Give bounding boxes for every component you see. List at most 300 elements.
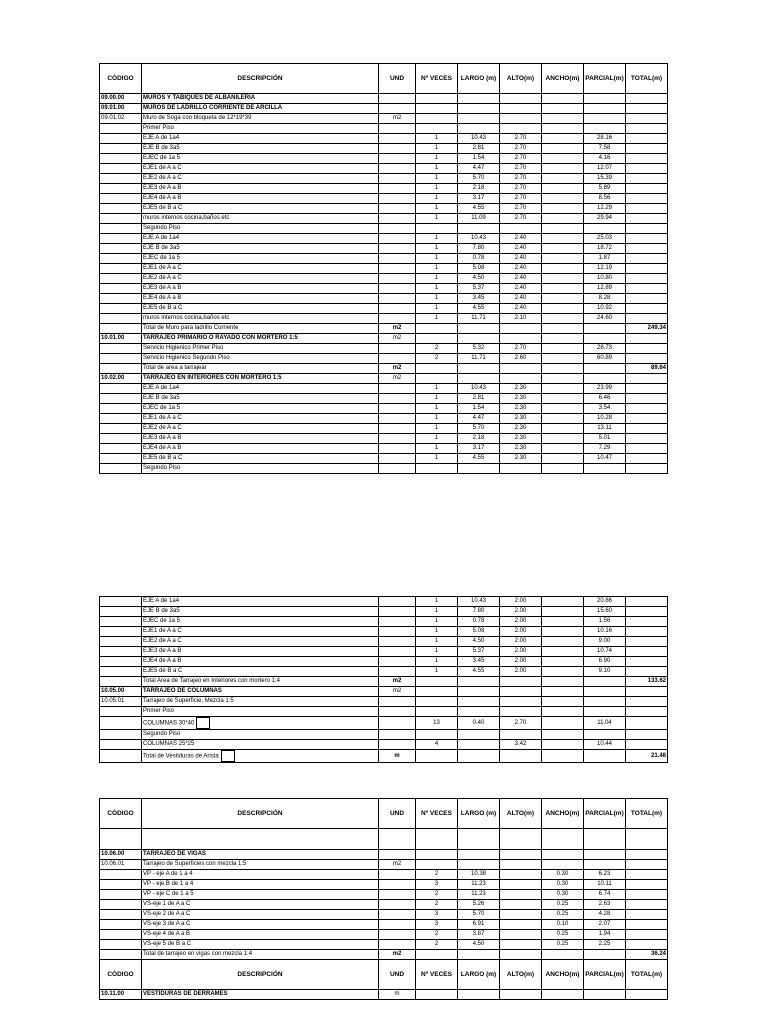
height-text: 2.40	[514, 235, 527, 241]
unit-cell	[379, 464, 416, 474]
header-row	[100, 64, 668, 94]
header-code-cell: CÓDIGO	[100, 799, 142, 829]
length-cell	[458, 647, 500, 657]
partial-text: 7.58	[598, 145, 611, 151]
times-cell	[416, 910, 458, 920]
height-cell	[500, 284, 542, 294]
times-text: 1	[434, 285, 439, 291]
description-text: COLUMNAS 30*40	[143, 720, 195, 727]
height-cell	[500, 234, 542, 244]
length-text: 0.40	[472, 719, 485, 726]
header-times-cell: Nº VECES	[416, 64, 458, 94]
table-row	[100, 224, 668, 234]
code-cell	[100, 424, 142, 434]
times-text: 1	[434, 235, 439, 241]
height-cell	[500, 750, 542, 763]
unit-cell	[379, 597, 416, 607]
partial-text: 25.03	[596, 235, 612, 241]
length-cell	[458, 184, 500, 194]
unit-text: m2	[392, 688, 402, 694]
code-cell	[100, 627, 142, 637]
height-text: 2.70	[514, 345, 527, 351]
partial-cell	[584, 637, 626, 647]
total-cell	[626, 607, 668, 617]
code-cell	[100, 607, 142, 617]
description-text: EJE2 de A a C	[143, 425, 182, 431]
table-row	[100, 740, 668, 750]
unit-cell	[379, 144, 416, 154]
table-row	[100, 687, 668, 697]
code-cell	[100, 374, 142, 384]
times-text: 1	[434, 425, 439, 431]
times-cell	[416, 637, 458, 647]
description-text: MUROS Y TABIQUES DE ALBAÑILERÍA	[143, 95, 256, 101]
width-cell	[542, 284, 584, 294]
height-text: 2.40	[514, 285, 527, 291]
header-description-cell: DESCRIPCIÓN	[142, 64, 379, 94]
times-cell	[416, 124, 458, 134]
partial-cell	[584, 194, 626, 204]
partial-cell	[584, 354, 626, 364]
partial-text: 12.89	[596, 285, 612, 291]
length-text: 4.55	[472, 205, 485, 211]
times-text: 1	[434, 598, 439, 604]
width-text: 0.30	[556, 871, 569, 877]
unit-cell	[379, 900, 416, 910]
total-cell	[626, 454, 668, 464]
unit-cell	[379, 164, 416, 174]
table-row	[100, 404, 668, 414]
times-cell	[416, 254, 458, 264]
length-cell	[458, 920, 500, 930]
times-cell	[416, 314, 458, 324]
length-cell	[458, 637, 500, 647]
total-cell	[626, 234, 668, 244]
partial-cell	[584, 254, 626, 264]
code-cell	[100, 870, 142, 880]
code-cell	[100, 464, 142, 474]
code-cell	[100, 164, 142, 174]
height-cell	[500, 124, 542, 134]
times-cell	[416, 870, 458, 880]
description-cell	[142, 870, 379, 880]
partial-text: 15.39	[596, 175, 612, 181]
height-text: 3.42	[514, 741, 527, 747]
unit-text: m2	[392, 335, 402, 341]
partial-cell	[584, 687, 626, 697]
unit-text: m	[394, 991, 400, 997]
description-cell	[142, 424, 379, 434]
times-cell	[416, 214, 458, 224]
unit-cell	[379, 324, 416, 334]
unit-cell	[379, 910, 416, 920]
code-cell	[100, 920, 142, 930]
partial-text: 3.54	[598, 405, 611, 411]
unit-cell	[379, 920, 416, 930]
width-cell	[542, 304, 584, 314]
table-row	[100, 750, 668, 763]
unit-text: m2	[392, 951, 402, 957]
code-text: 10.06.01	[101, 861, 125, 867]
unit-cell	[379, 264, 416, 274]
width-text: 0.25	[556, 901, 569, 907]
height-cell	[500, 687, 542, 697]
partial-text: 2.25	[598, 941, 611, 947]
total-cell	[626, 740, 668, 750]
partial-cell	[584, 154, 626, 164]
length-text: 4.55	[472, 305, 485, 311]
description-cell	[142, 154, 379, 164]
height-cell	[500, 454, 542, 464]
length-text: 11.71	[471, 355, 486, 361]
height-cell	[500, 850, 542, 860]
times-cell	[416, 374, 458, 384]
description-cell	[142, 890, 379, 900]
description-cell	[142, 607, 379, 617]
table-row	[100, 444, 668, 454]
height-text: 2.30	[514, 405, 527, 411]
header-width-cell: ANCHO(m)	[542, 799, 584, 829]
times-cell	[416, 434, 458, 444]
blank-row	[100, 829, 668, 850]
partial-cell	[584, 124, 626, 134]
times-cell	[416, 627, 458, 637]
description-cell	[142, 687, 379, 697]
partial-text: 10.74	[596, 648, 612, 654]
partial-cell	[584, 697, 626, 707]
height-text: 2.30	[514, 385, 527, 391]
header-length-cell: LARGO (m)	[458, 64, 500, 94]
times-cell	[416, 850, 458, 860]
length-cell	[458, 334, 500, 344]
partial-cell	[584, 647, 626, 657]
metrado-table-3	[99, 798, 668, 1000]
code-text: 10.05.00	[101, 688, 125, 694]
times-text: 2	[434, 931, 439, 937]
partial-cell	[584, 294, 626, 304]
height-text: 2.70	[514, 205, 527, 211]
length-cell	[458, 194, 500, 204]
description-cell	[142, 124, 379, 134]
width-cell	[542, 444, 584, 454]
width-cell	[542, 607, 584, 617]
description-text: EJEC de 1a 5	[143, 618, 181, 624]
times-text: 2	[434, 891, 439, 897]
times-cell	[416, 174, 458, 184]
unit-cell	[379, 627, 416, 637]
times-text: 2	[434, 355, 439, 361]
total-cell	[626, 597, 668, 607]
height-cell	[500, 880, 542, 890]
description-text: Servicio Higienico Segundo Piso	[143, 355, 230, 361]
description-text: EJE1 de A a C	[143, 628, 182, 634]
total-cell	[626, 354, 668, 364]
table-row	[100, 214, 668, 224]
partial-text: 6.90	[598, 658, 611, 664]
code-cell	[100, 224, 142, 234]
width-cell	[542, 394, 584, 404]
length-cell	[458, 104, 500, 114]
length-text: 5.70	[472, 175, 485, 181]
unit-cell	[379, 174, 416, 184]
code-cell	[100, 454, 142, 464]
width-text: 0.30	[556, 881, 569, 887]
total-cell	[626, 224, 668, 234]
length-cell	[458, 134, 500, 144]
total-cell	[626, 730, 668, 740]
table-row	[100, 124, 668, 134]
empty-cell	[626, 829, 668, 850]
total-cell	[626, 184, 668, 194]
unit-text: m2	[392, 365, 402, 371]
times-text: 1	[434, 405, 439, 411]
width-cell	[542, 234, 584, 244]
partial-cell	[584, 444, 626, 454]
partial-text: 8.56	[598, 195, 611, 201]
code-cell	[100, 274, 142, 284]
code-cell	[100, 404, 142, 414]
code-cell	[100, 334, 142, 344]
partial-cell	[584, 677, 626, 687]
width-cell	[542, 124, 584, 134]
code-cell	[100, 104, 142, 114]
height-text: 2.00	[514, 608, 527, 614]
empty-cell	[500, 829, 542, 850]
times-text: 4	[434, 741, 439, 747]
length-text: 11.09	[471, 215, 486, 221]
partial-cell	[584, 324, 626, 334]
description-text: muros internos cocina,baños etc	[143, 315, 230, 321]
length-cell	[458, 374, 500, 384]
header-total-cell: TOTAL(m)	[626, 799, 668, 829]
length-text: 4.47	[472, 415, 485, 421]
description-text: Segundo Piso	[143, 225, 181, 231]
description-text: EJE1 de A a C	[143, 415, 182, 421]
description-text: Total Area de Tarrajeo en Interiores con mortero 1:4	[143, 678, 280, 684]
width-cell	[542, 344, 584, 354]
partial-text: 7.29	[598, 445, 611, 451]
description-cell	[142, 254, 379, 264]
width-cell	[542, 414, 584, 424]
table-row	[100, 204, 668, 214]
table-row	[100, 144, 668, 154]
unit-cell	[379, 304, 416, 314]
table-row	[100, 677, 668, 687]
length-text: 5.08	[472, 265, 485, 271]
height-text: 2.70	[514, 195, 527, 201]
total-cell	[626, 920, 668, 930]
header-length-cell: LARGO (m)	[458, 960, 500, 990]
times-cell	[416, 444, 458, 454]
code-cell	[100, 434, 142, 444]
width-cell	[542, 114, 584, 124]
partial-cell	[584, 950, 626, 960]
width-cell	[542, 194, 584, 204]
description-text: EJE3 de A a B	[143, 185, 182, 191]
times-cell	[416, 607, 458, 617]
height-text: 2.30	[514, 425, 527, 431]
empty-cell	[458, 829, 500, 850]
total-cell	[626, 174, 668, 184]
length-cell	[458, 667, 500, 677]
unit-text: m2	[392, 115, 402, 121]
partial-cell	[584, 464, 626, 474]
unit-cell	[379, 940, 416, 950]
length-cell	[458, 244, 500, 254]
times-text: 1	[434, 305, 439, 311]
partial-text: 29.94	[596, 215, 612, 221]
description-text: TARRAJEO DE COLUMNAS	[143, 688, 222, 694]
partial-text: 4.16	[598, 155, 611, 161]
description-cell	[142, 294, 379, 304]
empty-cell	[379, 829, 416, 850]
total-cell	[626, 374, 668, 384]
code-text: 10.11.00	[101, 991, 125, 997]
unit-cell	[379, 424, 416, 434]
description-cell	[142, 384, 379, 394]
partial-cell	[584, 990, 626, 1000]
width-cell	[542, 134, 584, 144]
description-text: EJE4 de A a B	[143, 658, 182, 664]
header-height-cell: ALTO(m)	[500, 799, 542, 829]
partial-cell	[584, 364, 626, 374]
code-cell	[100, 750, 142, 763]
partial-text: 9.10	[598, 668, 611, 674]
description-text: MUROS DE LADRILLO CORRIENTE DE ARCILLA	[143, 105, 283, 111]
header-height-cell: ALTO(m)	[500, 64, 542, 94]
table-row	[100, 900, 668, 910]
times-cell	[416, 344, 458, 354]
code-cell	[100, 194, 142, 204]
table-row	[100, 364, 668, 374]
empty-cell	[142, 829, 379, 850]
description-text: VP - eje C de 1 a 5	[143, 891, 194, 897]
description-text: EJE3 de A a B	[143, 435, 182, 441]
description-cell	[142, 900, 379, 910]
code-cell	[100, 264, 142, 274]
length-text: 3.17	[472, 445, 485, 451]
times-cell	[416, 464, 458, 474]
total-cell	[626, 94, 668, 104]
description-cell	[142, 627, 379, 637]
total-cell	[626, 647, 668, 657]
partial-cell	[584, 860, 626, 870]
partial-text: 10.11	[597, 881, 612, 887]
length-cell	[458, 204, 500, 214]
length-text: 3.87	[472, 931, 485, 937]
partial-cell	[584, 707, 626, 717]
code-cell	[100, 930, 142, 940]
height-text: 2.30	[514, 445, 527, 451]
height-cell	[500, 114, 542, 124]
width-cell	[542, 314, 584, 324]
table-row	[100, 880, 668, 890]
unit-cell	[379, 687, 416, 697]
unit-cell	[379, 677, 416, 687]
description-text: EJE4 de A a B	[143, 445, 182, 451]
check-box[interactable]	[196, 717, 210, 729]
code-cell	[100, 304, 142, 314]
width-cell	[542, 204, 584, 214]
length-text: 3.17	[472, 195, 485, 201]
total-cell	[626, 717, 668, 730]
description-text: VS-eje 2 de A a C	[143, 911, 191, 917]
partial-text: 12.07	[596, 165, 612, 171]
description-text: Segundo Piso	[143, 465, 181, 471]
height-cell	[500, 717, 542, 730]
total-cell	[626, 444, 668, 454]
length-cell	[458, 364, 500, 374]
times-text: 1	[434, 155, 439, 161]
table-row	[100, 627, 668, 637]
header-times-cell: Nº VECES	[416, 799, 458, 829]
length-text: 4.50	[472, 638, 485, 644]
width-cell	[542, 707, 584, 717]
total-cell	[626, 364, 668, 374]
unit-cell	[379, 657, 416, 667]
height-text: 2.70	[514, 135, 527, 141]
description-text: EJE1 de A a C	[143, 265, 182, 271]
height-text: 2.00	[514, 598, 527, 604]
code-cell	[100, 414, 142, 424]
description-text: Servicio Higienico Primer Piso	[143, 345, 224, 351]
total-cell	[626, 750, 668, 763]
length-text: 5.32	[472, 345, 485, 351]
times-text: 2	[434, 941, 439, 947]
times-cell	[416, 454, 458, 464]
description-cell	[142, 464, 379, 474]
height-cell	[500, 154, 542, 164]
metrado-table-1	[99, 63, 668, 474]
total-cell	[626, 627, 668, 637]
width-cell	[542, 597, 584, 607]
table-row	[100, 990, 668, 1000]
length-text: 2.18	[472, 435, 485, 441]
description-text: EJE A de 1a4	[143, 235, 180, 241]
length-text: 11.71	[471, 315, 486, 321]
width-cell	[542, 637, 584, 647]
times-cell	[416, 144, 458, 154]
table-row	[100, 434, 668, 444]
unit-cell	[379, 750, 416, 763]
partial-cell	[584, 214, 626, 224]
total-cell	[626, 677, 668, 687]
description-cell	[142, 657, 379, 667]
height-cell	[500, 174, 542, 184]
width-cell	[542, 880, 584, 890]
partial-cell	[584, 344, 626, 354]
width-cell	[542, 104, 584, 114]
times-text: 1	[434, 618, 439, 624]
code-cell	[100, 950, 142, 960]
table-row	[100, 647, 668, 657]
total-cell	[626, 344, 668, 354]
unit-cell	[379, 344, 416, 354]
times-cell	[416, 94, 458, 104]
empty-cell	[100, 829, 142, 850]
code-cell	[100, 124, 142, 134]
description-cell	[142, 354, 379, 364]
metrado-table-2	[99, 596, 668, 763]
length-cell	[458, 234, 500, 244]
check-box[interactable]	[221, 750, 235, 762]
unit-cell	[379, 244, 416, 254]
description-text: VS-eje 3 de A a C	[143, 921, 191, 927]
empty-cell	[584, 829, 626, 850]
length-cell	[458, 354, 500, 364]
times-cell	[416, 750, 458, 763]
total-cell	[626, 687, 668, 697]
